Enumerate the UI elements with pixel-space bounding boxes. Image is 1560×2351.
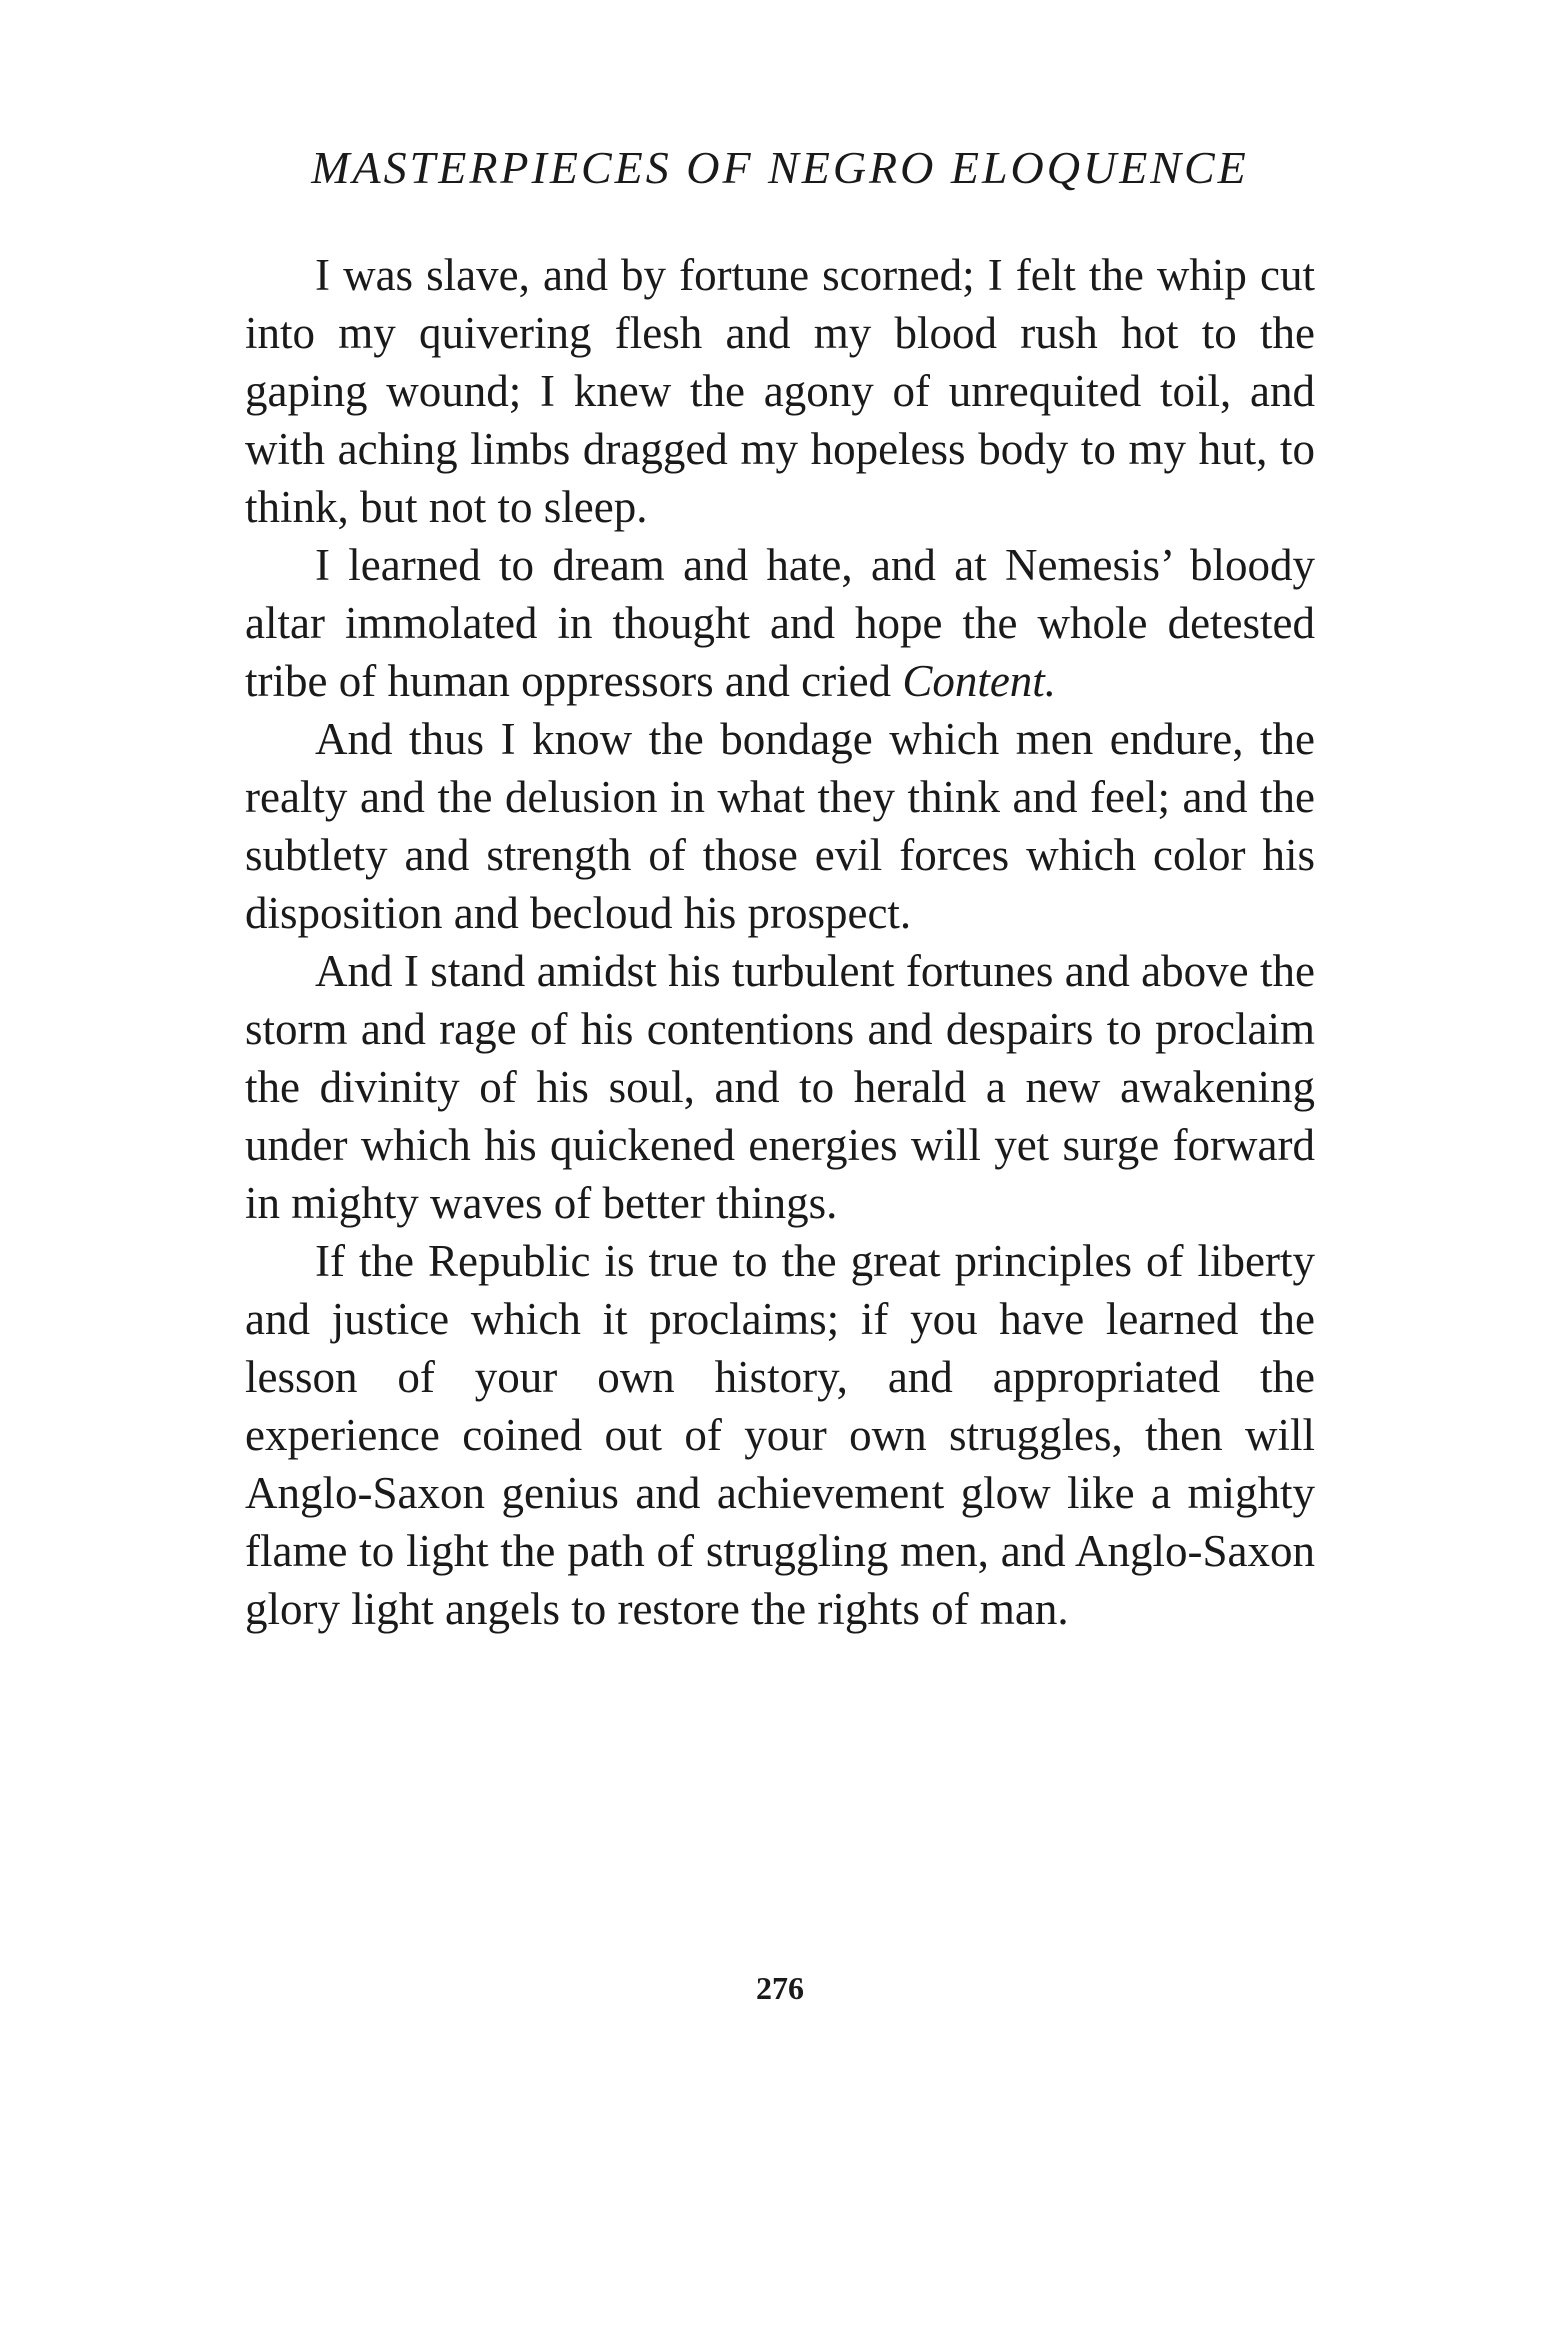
body-text <box>245 246 1315 1638</box>
paragraph-5: If the Republic is true to the great principles of liberty and justice which it proclaims; if you have learned the lesson of your own history, and appropriated the experience coined out of your own struggles, then will Anglo-Saxon genius and achievement glow like a mighty flame to light the path of struggling men, and Anglo-Saxon glory light angels to restore the rights of man. <box>245 1236 1315 1634</box>
paragraph-2-italic-word: Content. <box>902 656 1057 706</box>
paragraph-3: And thus I know the bondage which men endure, the realty and the delusion in what they think and feel; and the subtlety and strength of those evil forces which color his disposition and becloud his prospect. <box>245 714 1315 938</box>
running-head: MASTERPIECES OF NEGRO ELOQUENCE <box>311 142 1249 193</box>
paragraph-4: And I stand amidst his turbulent fortunes and above the storm and rage of his contentions and despairs to proclaim the divinity of his soul, and to herald a new awakening under which his quickened energies will yet surge forward in mighty waves of better things. <box>245 946 1315 1228</box>
page-number: 276 <box>756 1970 804 2006</box>
paragraph-2-text: I learned to dream and hate, and at Nemesis’ bloody altar immolated in thought and hope the whole detested tribe of human oppressors and cried <box>245 540 1315 706</box>
paragraph-2 <box>245 536 1315 710</box>
paragraph-1: I was slave, and by fortune scorned; I felt the whip cut into my quivering flesh and my blood rush hot to the gaping wound; I knew the agony of unrequited toil, and with aching limbs dragged my hopeless body to my hut, to think, but not to sleep. <box>245 250 1315 532</box>
